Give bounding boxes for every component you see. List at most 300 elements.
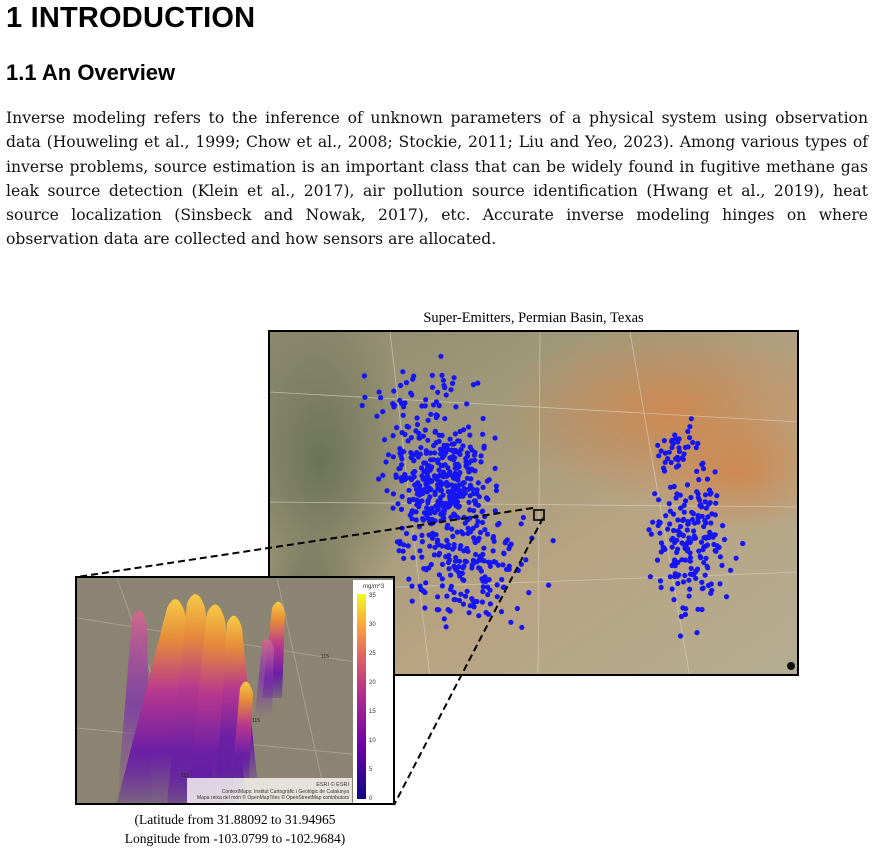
- emitter-dot: [484, 610, 489, 615]
- colorbar: [357, 594, 366, 799]
- emitter-dot: [496, 563, 501, 568]
- emitter-dot: [410, 516, 415, 521]
- emitter-dot: [362, 395, 367, 400]
- emitter-dot: [444, 594, 449, 599]
- emitter-dot: [391, 433, 396, 438]
- emitter-dot: [391, 491, 396, 496]
- emitter-dot: [419, 587, 424, 592]
- emitter-dot: [399, 456, 404, 461]
- emitter-dot: [401, 404, 406, 409]
- emitter-dot: [452, 597, 457, 602]
- emitter-dot: [669, 445, 674, 450]
- emitter-dot: [472, 458, 477, 463]
- emitter-dot: [676, 532, 681, 537]
- colorbar-tick: 15: [369, 709, 376, 715]
- emitter-dot: [416, 454, 421, 459]
- emitter-dot: [414, 415, 419, 420]
- road-label-1: 115: [321, 654, 329, 660]
- emitter-dot: [706, 502, 711, 507]
- road-label-3: 115: [181, 773, 189, 779]
- emitter-dot: [380, 409, 385, 414]
- emitter-dot: [432, 492, 437, 497]
- emitter-dot: [472, 453, 477, 458]
- emitter-dot: [456, 505, 461, 510]
- emitter-dot: [435, 538, 440, 543]
- emitter-dot: [491, 534, 496, 539]
- emitter-dot: [412, 469, 417, 474]
- emitter-dot: [690, 440, 695, 445]
- emitter-dot: [658, 578, 663, 583]
- emitter-dot: [702, 518, 707, 523]
- emitter-dot: [428, 468, 433, 473]
- emitter-dot: [452, 375, 457, 380]
- emitter-dot: [675, 547, 680, 552]
- emitter-dot: [471, 598, 476, 603]
- emitter-dot: [463, 594, 468, 599]
- emitter-dot: [503, 539, 508, 544]
- emitter-dot: [740, 541, 745, 546]
- emitter-dot: [655, 558, 660, 563]
- emitter-dot: [476, 536, 481, 541]
- emitter-dot: [648, 574, 653, 579]
- emitter-dot: [687, 424, 692, 429]
- emitter-dot: [472, 498, 477, 503]
- emitter-dot: [694, 489, 699, 494]
- emitter-dot: [482, 558, 487, 563]
- emitter-dot: [656, 453, 661, 458]
- emitter-dot: [662, 438, 667, 443]
- emitter-dot: [646, 527, 651, 532]
- emitter-dot: [495, 594, 500, 599]
- emitter-dot: [399, 462, 404, 467]
- emitter-dot: [515, 606, 520, 611]
- emitter-dot: [551, 538, 556, 543]
- emitter-dot: [421, 518, 426, 523]
- emitter-dot: [703, 492, 708, 497]
- emitter-dot: [426, 516, 431, 521]
- emitter-dot: [713, 548, 718, 553]
- emitter-dot: [671, 512, 676, 517]
- emitter-dot: [459, 447, 464, 452]
- emitter-dot: [679, 614, 684, 619]
- emitter-dot: [476, 613, 481, 618]
- emitter-dot: [441, 474, 446, 479]
- emitter-dot: [404, 531, 409, 536]
- emitter-dot: [448, 573, 453, 578]
- emitter-dot: [423, 427, 428, 432]
- emitter-dot: [437, 439, 442, 444]
- emitter-dot: [671, 528, 676, 533]
- emitter-dot: [453, 555, 458, 560]
- emitter-dot: [452, 565, 457, 570]
- emitter-dot: [458, 592, 463, 597]
- emitter-dot: [675, 517, 680, 522]
- emitter-dot: [382, 437, 387, 442]
- emitter-dot: [436, 457, 441, 462]
- emitter-dot: [442, 385, 447, 390]
- emitter-dot: [419, 403, 424, 408]
- emitter-dot: [659, 585, 664, 590]
- emitter-dot: [699, 540, 704, 545]
- emitter-dot: [418, 445, 423, 450]
- emitter-dot: [423, 566, 428, 571]
- emitter-dot: [491, 548, 496, 553]
- emitter-dot: [463, 463, 468, 468]
- emitter-dot: [499, 577, 504, 582]
- emitter-dot: [665, 456, 670, 461]
- emitter-dot: [408, 391, 413, 396]
- emitter-dot: [431, 457, 436, 462]
- emitter-dot: [460, 571, 465, 576]
- emitter-dot: [471, 382, 476, 387]
- emitter-dot: [460, 531, 465, 536]
- emitter-dot: [686, 578, 691, 583]
- emitter-dot: [656, 497, 661, 502]
- emitter-dot: [442, 416, 447, 421]
- emitter-dot: [422, 605, 427, 610]
- emitter-dot: [488, 588, 493, 593]
- emitter-dot: [468, 483, 473, 488]
- emitter-dot: [440, 583, 445, 588]
- emitter-dot: [428, 412, 433, 417]
- emitter-dot: [679, 540, 684, 545]
- emitter-dot: [480, 432, 485, 437]
- emitter-dot: [463, 456, 468, 461]
- emitter-dot: [655, 443, 660, 448]
- emitter-dot: [414, 498, 419, 503]
- emitter-dot: [678, 524, 683, 529]
- emitter-dot: [406, 488, 411, 493]
- emitter-dot: [658, 520, 663, 525]
- emitter-dot: [401, 413, 406, 418]
- emitter-dot: [400, 494, 405, 499]
- emitter-dot: [676, 463, 681, 468]
- emitter-dot: [410, 599, 415, 604]
- emitter-dot: [668, 485, 673, 490]
- emitter-dot: [394, 475, 399, 480]
- emitter-dot: [685, 482, 690, 487]
- emitter-dot: [694, 469, 699, 474]
- emitter-dot: [688, 495, 693, 500]
- emitter-dot: [526, 590, 531, 595]
- emitter-dot: [397, 539, 402, 544]
- emitter-dot: [683, 498, 688, 503]
- emitter-dot: [696, 477, 701, 482]
- emitter-dot: [500, 562, 505, 567]
- emitter-dot: [672, 574, 677, 579]
- emitter-dot: [447, 557, 452, 562]
- emitter-dot: [477, 494, 482, 499]
- emitter-dot: [728, 568, 733, 573]
- emitter-dot: [400, 526, 405, 531]
- colorbar-tick: 35: [369, 593, 376, 599]
- emitter-dot: [438, 483, 443, 488]
- emitter-dot: [433, 532, 438, 537]
- emitter-dot: [715, 543, 720, 548]
- colorbar-tick: 20: [369, 680, 376, 686]
- emitter-dot: [450, 488, 455, 493]
- emitter-dot: [428, 487, 433, 492]
- emitter-dot: [662, 468, 667, 473]
- emitter-dot: [423, 397, 428, 402]
- emitter-dot: [485, 479, 490, 484]
- emitter-dot: [669, 460, 674, 465]
- emitter-dot: [425, 474, 430, 479]
- emitter-dot: [467, 433, 472, 438]
- emitter-dot: [449, 584, 454, 589]
- emitter-dot: [682, 451, 687, 456]
- emitter-dot: [481, 584, 486, 589]
- emitter-dot: [482, 574, 487, 579]
- emitter-dot: [450, 534, 455, 539]
- emitter-dot: [675, 455, 680, 460]
- emitter-dot: [707, 488, 712, 493]
- emitter-dot: [734, 556, 739, 561]
- emitter-dot: [466, 469, 471, 474]
- emitter-dot: [482, 444, 487, 449]
- emitter-dot: [717, 581, 722, 586]
- emitter-dot: [409, 584, 414, 589]
- emitter-dot: [668, 574, 673, 579]
- emitter-dot: [476, 480, 481, 485]
- emitter-dot: [495, 582, 500, 587]
- emitter-dot: [516, 568, 521, 573]
- emitter-dot: [685, 546, 690, 551]
- emitter-dot: [676, 445, 681, 450]
- subsection-title: 1.1 An Overview: [6, 60, 176, 85]
- emitter-dot: [439, 373, 444, 378]
- emitter-dot: [714, 493, 719, 498]
- emitter-dot: [478, 530, 483, 535]
- emitter-dot: [678, 506, 683, 511]
- emitter-dot: [406, 543, 411, 548]
- emitter-dot: [438, 512, 443, 517]
- emitter-dot: [687, 435, 692, 440]
- emitter-dot: [360, 403, 365, 408]
- emitter-dot: [703, 573, 708, 578]
- emitter-dot: [670, 545, 675, 550]
- emitter-dot: [529, 536, 534, 541]
- emitter-dot: [435, 390, 440, 395]
- colorbar-tick: 5: [369, 767, 373, 773]
- emitter-dot: [546, 583, 551, 588]
- emitter-dot: [484, 495, 489, 500]
- emitter-dot: [691, 528, 696, 533]
- emitter-dot: [400, 369, 405, 374]
- emitter-dot: [434, 412, 439, 417]
- emitter-dot: [444, 538, 449, 543]
- emitter-dot: [432, 545, 437, 550]
- emitter-dot: [699, 607, 704, 612]
- emitter-dot: [681, 579, 686, 584]
- attribution-2: ContextMaps: Institut Cartogràfic i Geològic de Catalunya: [221, 789, 349, 795]
- emitter-dot: [415, 422, 420, 427]
- emitter-dot: [480, 509, 485, 514]
- emitter-dot: [425, 438, 430, 443]
- emitter-dot: [675, 581, 680, 586]
- emitter-dot: [519, 625, 524, 630]
- emitter-dot: [465, 549, 470, 554]
- emitter-dot: [391, 454, 396, 459]
- emitter-dot: [450, 381, 455, 386]
- emitter-dot: [439, 488, 444, 493]
- emitter-dot: [692, 521, 697, 526]
- colorbar-unit: mg/m^3: [363, 584, 385, 590]
- emitter-dot: [449, 526, 454, 531]
- emitter-dot: [376, 476, 381, 481]
- emitter-dot: [481, 485, 486, 490]
- emitter-dot: [471, 526, 476, 531]
- emitter-dot: [488, 601, 493, 606]
- emitter-dot: [440, 576, 445, 581]
- emitter-dot: [683, 445, 688, 450]
- caption-longitude: Longitude from -103.0799 to -102.9684): [124, 831, 346, 846]
- emitter-dot: [480, 599, 485, 604]
- emitter-dot: [473, 514, 478, 519]
- emitter-dot: [672, 560, 677, 565]
- emitter-dot: [455, 530, 460, 535]
- emitter-dot: [437, 467, 442, 472]
- emitter-dot: [424, 484, 429, 489]
- emitter-dot: [461, 427, 466, 432]
- emitter-dot: [398, 383, 403, 388]
- emitter-dot: [451, 449, 456, 454]
- emitter-dot: [659, 540, 664, 545]
- emitter-dot: [674, 538, 679, 543]
- emitter-dot: [495, 522, 500, 527]
- emitter-dot: [477, 556, 482, 561]
- emitter-dot: [465, 589, 470, 594]
- emitter-dot: [380, 473, 385, 478]
- emitter-dot: [431, 443, 436, 448]
- emitter-dot: [480, 520, 485, 525]
- emitter-dot: [466, 424, 471, 429]
- emitter-dot: [453, 431, 458, 436]
- emitter-dot: [687, 587, 692, 592]
- section-title: 1 INTRODUCTION: [6, 2, 256, 34]
- figure-title: Super-Emitters, Permian Basin, Texas: [423, 310, 644, 326]
- emitter-dot: [456, 493, 461, 498]
- emitter-dot: [499, 609, 504, 614]
- emitter-dot: [448, 609, 453, 614]
- emitter-dot: [680, 518, 685, 523]
- emitter-dot: [411, 374, 416, 379]
- emitter-dot: [409, 510, 414, 515]
- caption-latitude: (Latitude from 31.88092 to 31.94965: [134, 812, 336, 827]
- emitter-dot: [467, 516, 472, 521]
- emitter-dot: [439, 543, 444, 548]
- emitter-dot: [689, 416, 694, 421]
- emitter-dot: [699, 580, 704, 585]
- emitter-dot: [448, 387, 453, 392]
- emitter-dot: [417, 493, 422, 498]
- emitter-dot: [649, 532, 654, 537]
- emitter-dot: [362, 373, 367, 378]
- emitter-dot: [685, 540, 690, 545]
- emitter-dot: [477, 566, 482, 571]
- emitter-dot: [521, 515, 526, 520]
- emitter-dot: [667, 521, 672, 526]
- emitter-dot: [451, 545, 456, 550]
- emitter-dot: [686, 535, 691, 540]
- emitter-dot: [447, 472, 452, 477]
- emitter-dot: [694, 630, 699, 635]
- emitter-dot: [685, 527, 690, 532]
- emitter-dot: [453, 513, 458, 518]
- emitter-dot: [420, 539, 425, 544]
- emitter-dot: [394, 425, 399, 430]
- emitter-dot: [678, 633, 683, 638]
- emitter-dot: [705, 542, 710, 547]
- emitter-dot: [695, 441, 700, 446]
- emitter-dot: [391, 404, 396, 409]
- emitter-dot: [464, 559, 469, 564]
- emitter-dot: [659, 448, 664, 453]
- emitter-dot: [406, 438, 411, 443]
- emitter-dot: [693, 536, 698, 541]
- emitter-dot: [400, 430, 405, 435]
- emitter-dot: [440, 450, 445, 455]
- emitter-dot: [408, 450, 413, 455]
- emitter-dot: [681, 457, 686, 462]
- emitter-dot: [722, 537, 727, 542]
- emitter-dot: [437, 551, 442, 556]
- emitter-dot: [519, 521, 524, 526]
- info-icon: [787, 662, 795, 670]
- emitter-dot: [447, 496, 452, 501]
- emitter-dot: [707, 530, 712, 535]
- emitter-dot: [494, 483, 499, 488]
- colorbar-tick: 10: [369, 738, 376, 744]
- emitter-dot: [457, 598, 462, 603]
- emitter-dot: [700, 461, 705, 466]
- emitter-dot: [419, 555, 424, 560]
- emitter-dot: [703, 556, 708, 561]
- emitter-dot: [709, 588, 714, 593]
- emitter-dot: [391, 388, 396, 393]
- emitter-dot: [438, 518, 443, 523]
- colorbar-tick: 0: [369, 796, 373, 802]
- emitter-dot: [685, 429, 690, 434]
- emitter-dot: [399, 507, 404, 512]
- emitter-dot: [680, 605, 685, 610]
- emitter-dot: [507, 543, 512, 548]
- emitter-dot: [501, 585, 506, 590]
- emitter-dot: [494, 488, 499, 493]
- emitter-dot: [475, 487, 480, 492]
- emitter-dot: [403, 477, 408, 482]
- emitter-dot: [488, 560, 493, 565]
- emitter-dot: [428, 479, 433, 484]
- emitter-dot: [471, 558, 476, 563]
- emitter-dot: [481, 546, 486, 551]
- emitter-dot: [507, 567, 512, 572]
- emitter-dot: [429, 506, 434, 511]
- emitter-dot: [485, 532, 490, 537]
- emitter-dot: [482, 514, 487, 519]
- emitter-dot: [405, 424, 410, 429]
- emitter-dot: [423, 580, 428, 585]
- emitter-dot: [441, 378, 446, 383]
- emitter-dot: [440, 493, 445, 498]
- emitter-dot: [427, 544, 432, 549]
- emitter-dot: [444, 392, 449, 397]
- emitter-dot: [688, 555, 693, 560]
- emitter-dot: [419, 533, 424, 538]
- emitter-dot: [706, 583, 711, 588]
- emitter-dot: [470, 563, 475, 568]
- emitter-dot: [423, 460, 428, 465]
